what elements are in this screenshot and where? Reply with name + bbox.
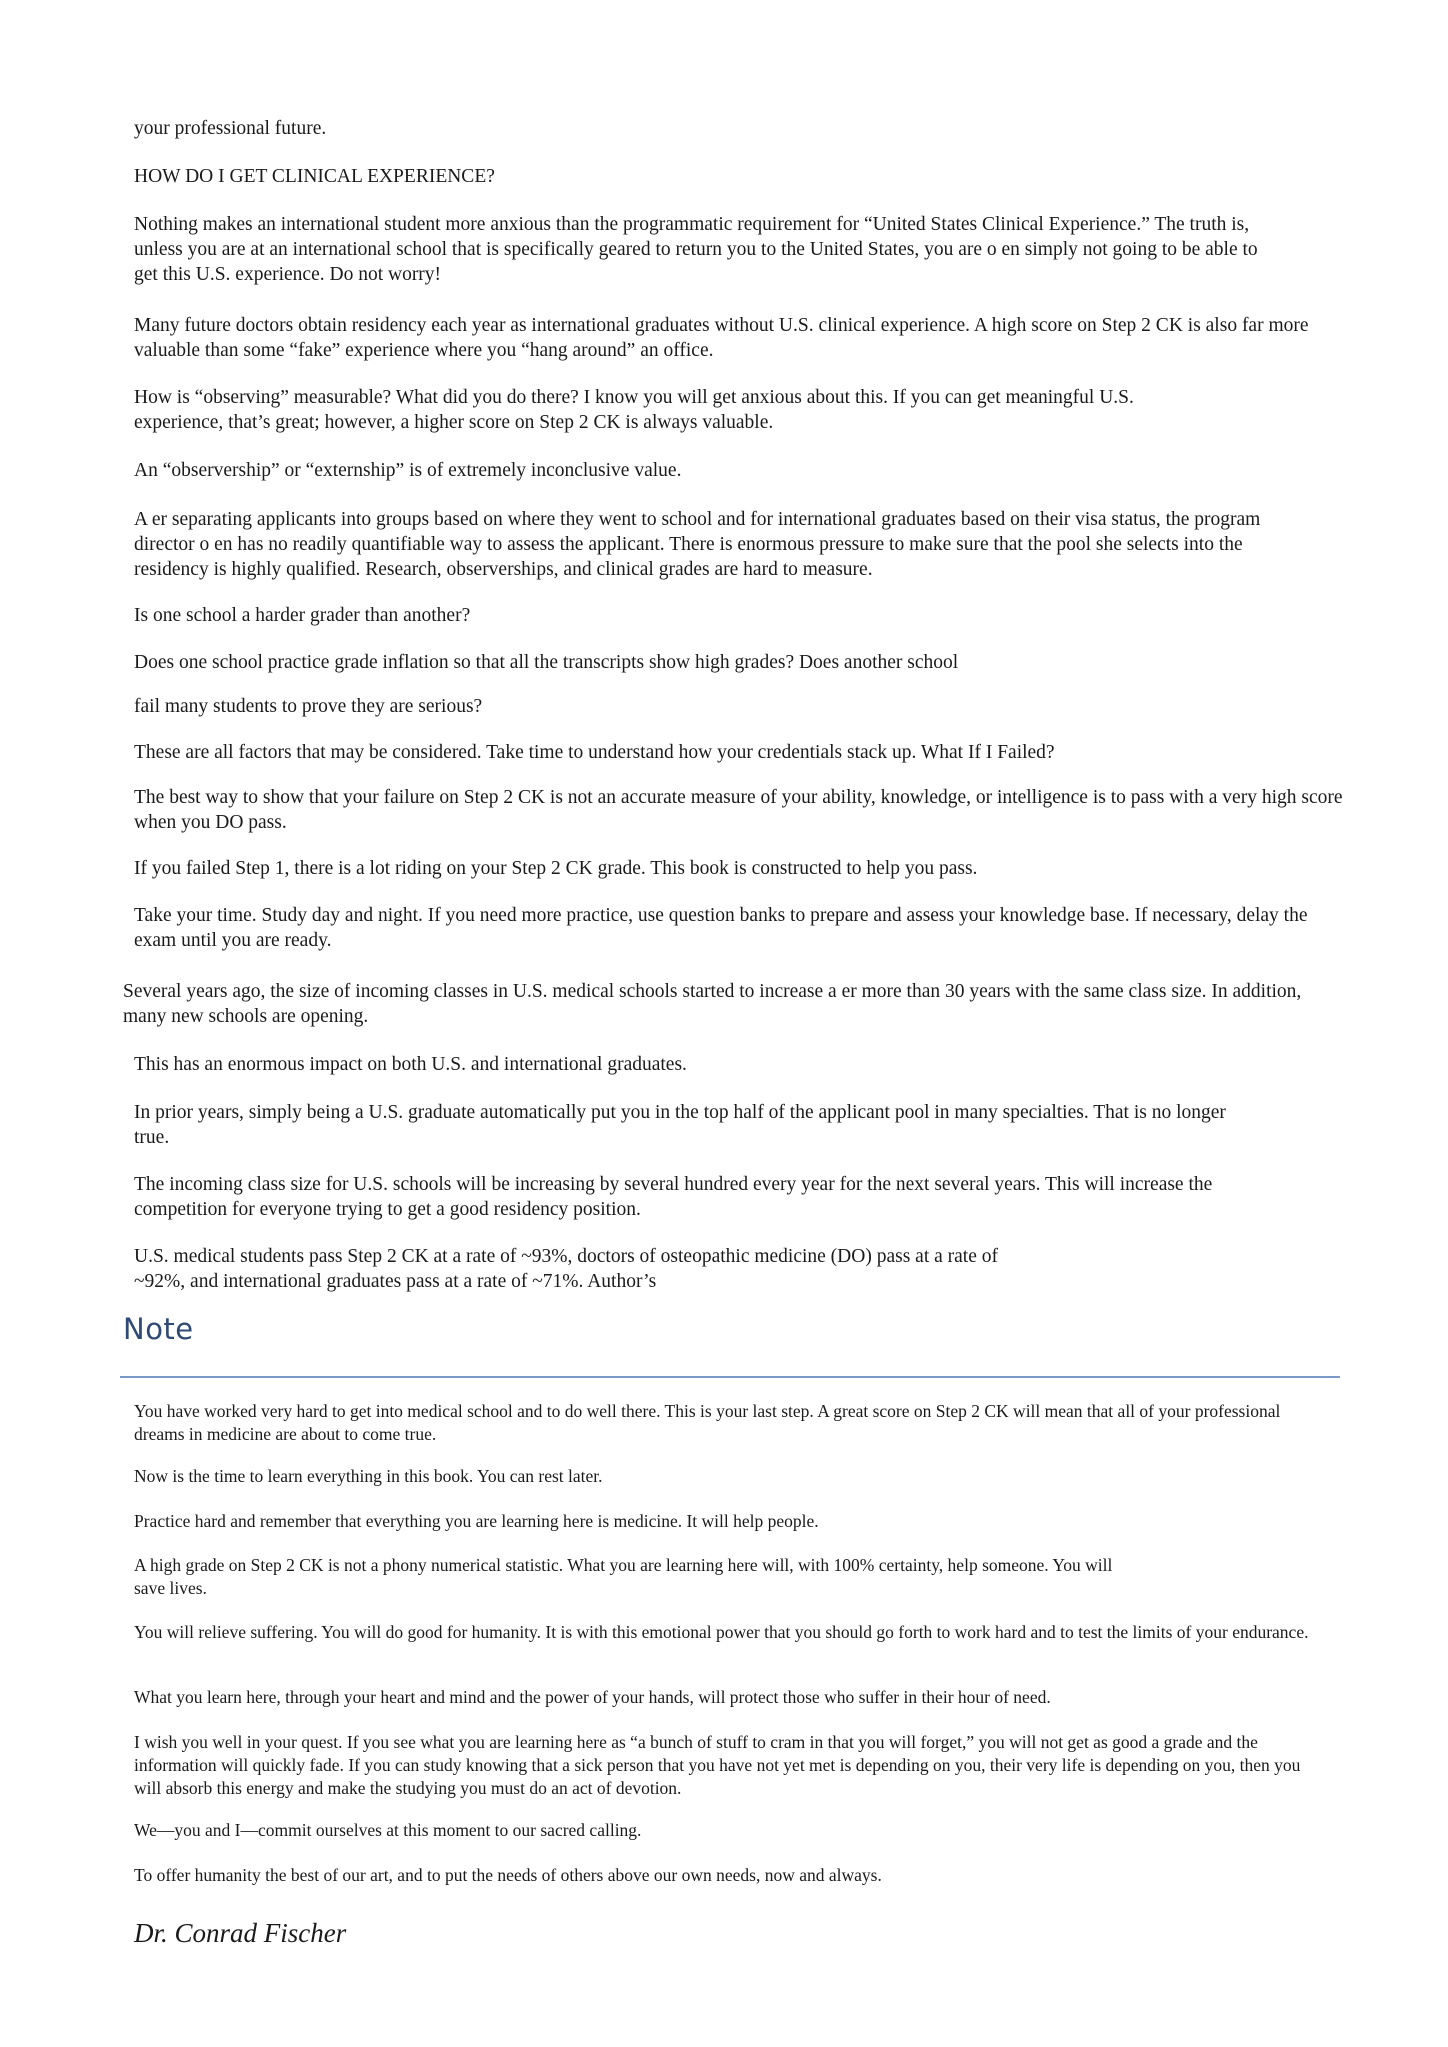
paragraph: The incoming class size for U.S. schools will be increasing by several hundred every year for the next several years. This will increase the competition for everyone trying to get a good residency position. xyxy=(134,1174,1213,1220)
paragraph: In prior years, simply being a U.S. graduate automatically put you in the top half of the applicant pool in many specialties. That is no longer true. xyxy=(134,1102,1226,1148)
paragraph-line: U.S. medical students pass Step 2 CK at a rate of ~93%, doctors of osteopathic medicine (DO) pass at a rate of xyxy=(134,1246,998,1267)
note-divider xyxy=(120,1376,1340,1378)
paragraph: A er separating applicants into groups based on where they went to school and for international graduates based on their visa status, the program director o en has no readily quantifiable way to assess the applicant. There is enormous pressure to make sure that the pool she selects into the residency is highly qualified. Research, observerships, and clinical grades are hard to measure. xyxy=(134,509,1261,580)
note-paragraph: You will relieve suffering. You will do good for humanity. It is with this emotional power that you should go forth to work hard and to test the limits of your endurance. xyxy=(134,1622,1309,1642)
section-heading: HOW DO I GET CLINICAL EXPERIENCE? xyxy=(134,166,495,187)
author-signature: Dr. Conrad Fischer xyxy=(134,1918,347,1948)
paragraph: Take your time. Study day and night. If you need more practice, use question banks to prepare and assess your knowledge base. If necessary, delay the exam until you are ready. xyxy=(134,905,1308,951)
note-paragraph: I wish you well in your quest. If you see what you are learning here as “a bunch of stuff to cram in that you will forget,” you will not get as good a grade and the information will quickly fade. If you can study knowing that a sick person that you have not yet met is depending on you, their very life is depending on you, then you will absorb this energy and make the studying you must do an act of devotion. xyxy=(134,1732,1301,1798)
paragraph: This has an enormous impact on both U.S. and international graduates. xyxy=(134,1054,687,1075)
paragraph: Does one school practice grade inflation so that all the transcripts show high grades? Does another school xyxy=(134,652,959,673)
paragraph: These are all factors that may be considered. Take time to understand how your credentials stack up. What If I Failed? xyxy=(134,742,1055,763)
paragraph: Is one school a harder grader than another? xyxy=(134,605,471,626)
paragraph: Many future doctors obtain residency each year as international graduates without U.S. clinical experience. A high score on Step 2 CK is also far more valuable than some “fake” experience where you “hang around” an office. xyxy=(134,315,1309,361)
paragraph: If you failed Step 1, there is a lot riding on your Step 2 CK grade. This book is constructed to help you pass. xyxy=(134,858,978,879)
note-heading: Note xyxy=(123,1312,194,1346)
note-paragraph: Now is the time to learn everything in this book. You can rest later. xyxy=(134,1466,603,1486)
paragraph: Several years ago, the size of incoming classes in U.S. medical schools started to increase a er more than 30 years with the same class size. In addition, many new schools are opening. xyxy=(123,981,1302,1027)
note-paragraph: You have worked very hard to get into medical school and to do well there. This is your last step. A great score on Step 2 CK will mean that all of your professional dreams in medicine are about to come true. xyxy=(134,1401,1281,1444)
paragraph: How is “observing” measurable? What did you do there? I know you will get anxious about this. If you can get meaningful U.S. experience, that’s great; however, a higher score on Step 2 CK is always valuable. xyxy=(134,387,1134,433)
note-paragraph: What you learn here, through your heart and mind and the power of your hands, will protect those who suffer in their hour of need. xyxy=(134,1687,1051,1707)
note-paragraph: We—you and I—commit ourselves at this moment to our sacred calling. xyxy=(134,1820,642,1840)
note-paragraph-line: save lives. xyxy=(134,1578,207,1598)
paragraph: fail many students to prove they are serious? xyxy=(134,696,483,717)
note-paragraph: To offer humanity the best of our art, and to put the needs of others above our own needs, now and always. xyxy=(134,1865,882,1885)
paragraph: The best way to show that your failure on Step 2 CK is not an accurate measure of your ability, knowledge, or intelligence is to pass with a very high score when you DO pass. xyxy=(134,787,1343,833)
paragraph: your professional future. xyxy=(134,118,327,139)
paragraph-line: ~92%, and international graduates pass at a rate of ~71%. Author’s xyxy=(134,1271,657,1292)
paragraph: An “observership” or “externship” is of extremely inconclusive value. xyxy=(134,460,682,481)
note-paragraph: Practice hard and remember that everything you are learning here is medicine. It will help people. xyxy=(134,1511,819,1531)
paragraph: Nothing makes an international student more anxious than the programmatic requirement for “United States Clinical Experience.” The truth is, unless you are at an international school that is specifically geared to return you to the United States, you are o en simply not going to be able to get this U.S. experience. Do not worry! xyxy=(134,214,1258,285)
note-paragraph-line: A high grade on Step 2 CK is not a phony numerical statistic. What you are learning here will, with 100% certainty, help someone. You will xyxy=(134,1555,1113,1575)
